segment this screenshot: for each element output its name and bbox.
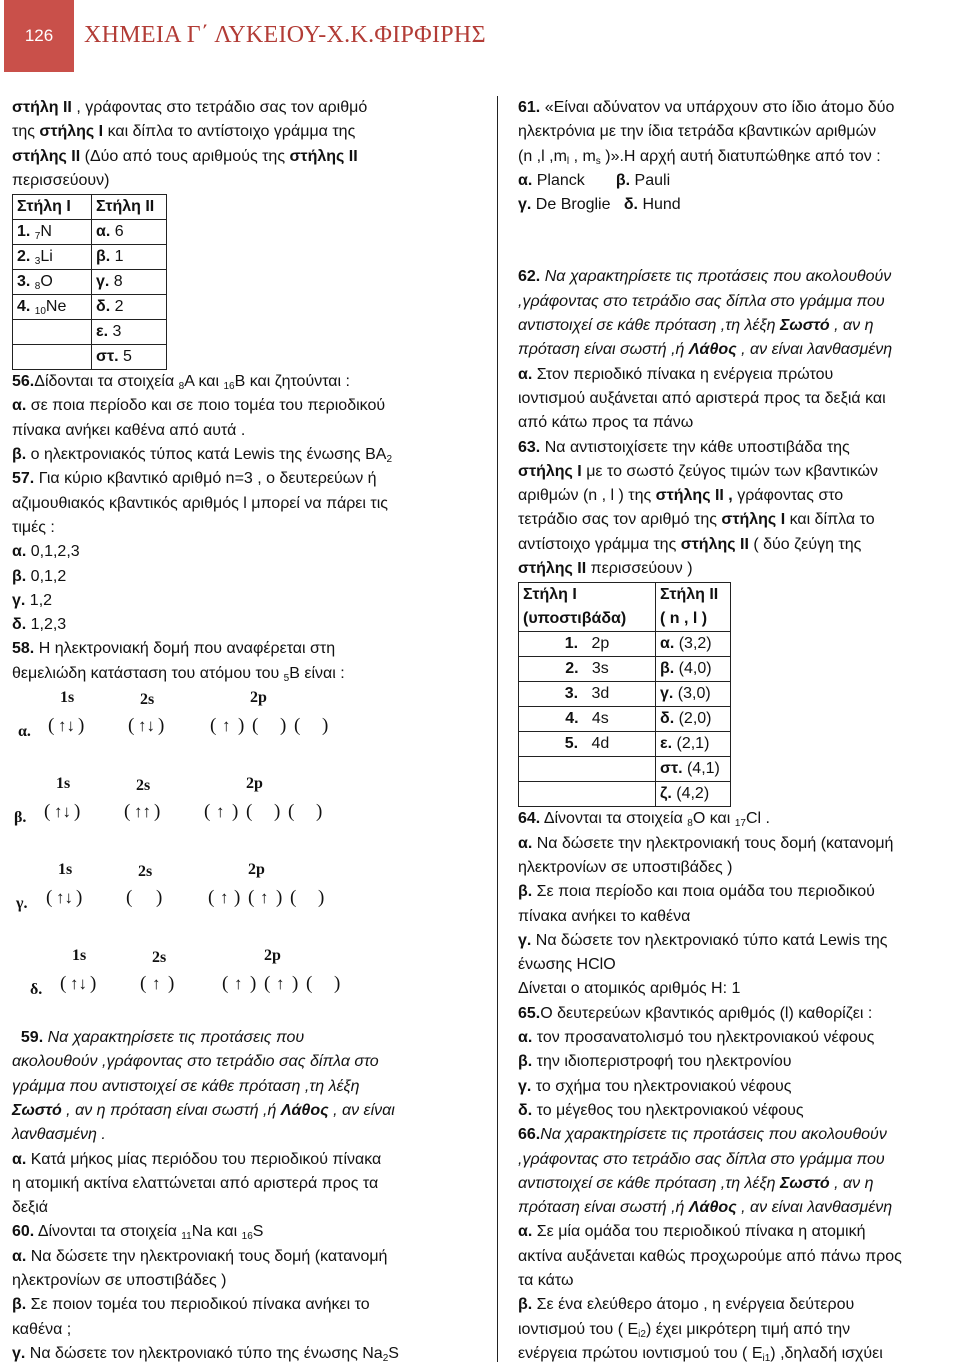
question-65: 65.Ο δευτερεύων κβαντικός αριθμός (l) καθορίζει : α. τον προσανατολισμό του ηλεκτρονιακού νέφους β. την ιδιοπεριστροφή του ηλεκτρονίου γ. το σχήμα του ηλεκτρονιακού νέφους δ. το μέγεθος του ηλεκτρονιακού νέφους xyxy=(518,1004,875,1119)
orbital-option-b: 1s 2s 2p β. ( ↑↓ ) ( ↑↑ ) ( ↑ ) ( ) ( ) xyxy=(14,775,324,827)
right-column xyxy=(518,96,958,1366)
matching-table-63: Στήλη Ι (υποστιβάδα) Στήλη ΙΙ ( n , l ) 1. 2p α. (3,2) 2. 3s β. (4,0) 3. 3d γ. (3,0) 4. 4s δ. (2,0) 5. 4d ε. (2,1) στ. (4,1) ζ. (4,2) xyxy=(518,582,731,807)
question-60: 60. Δίνονται τα στοιχεία $_{11}$Na και $_{16}$S α. Να δώσετε την ηλεκτρονιακή τους δομή (κατανομή ηλεκτρονίων σε υποστιβάδες ) β. Σε ποιον τομέα του περιοδικού πίνακα ανήκει το καθένα ; γ. Να δώσετε τον ηλεκτρονιακό τύπο της ένωσης $Na_2S$ xyxy=(12,1223,399,1364)
table-row: 2. $_3$Li β. 1 xyxy=(13,245,167,270)
question-57: 57. Για κύριο κβαντικό αριθμό n=3 , ο δευτερεύων ή αζιμουθιακός κβαντικός αριθμός l μπορεί να πάρει τις τιμές : α. 0,1,2,3 β. 0,1,2 γ. 1,2 δ. 1,2,3 xyxy=(12,470,389,634)
table-row: στ. (4,1) xyxy=(519,757,731,782)
table-row: 2. 3s β. (4,0) xyxy=(519,657,731,682)
table-row: 4. $_{10}$Ne δ. 2 xyxy=(13,295,167,320)
page-number: 126 xyxy=(4,0,74,72)
column-divider xyxy=(497,96,498,1362)
question-58: 58. Η ηλεκτρονιακή δομή που αναφέρεται στη θεμελιώδη κατάσταση του ατόμου του $_5$B είναι : xyxy=(12,640,345,684)
question-61: 61. «Είναι αδύνατον να υπάρχουν στο ίδιο άτομο δύο ηλεκτρόνια με την ίδια τετράδα κβαντικών αριθμών (n ,l $,m_l$ , $m_s$ )».Η αρχή αυτή διατυπώθηκε από τον : α. Planck β. Pauli γ. De Broglie δ. Hund xyxy=(518,99,895,214)
table-row: 3. $_8$O γ. 8 xyxy=(13,270,167,295)
table-row: 5. 4d ε. (2,1) xyxy=(519,732,731,757)
matching-table-55: Στήλη Ι Στήλη ΙΙ 1. $_7$N α. 6 2. $_3$Li β. 1 3. $_8$O γ. 8 4. $_{10}$Ne δ. 2 ε. 3 στ. 5 xyxy=(12,194,167,370)
left-column xyxy=(12,96,488,1366)
question-64: 64. Δίνονται τα στοιχεία $_8$O και $_{17}$Cl . α. Να δώσετε την ηλεκτρονιακή τους δομή (κατανομή ηλεκτρονίων σε υποστιβάδες ) β. Σε ποια περίοδο και ποια ομάδα του περιοδικού πίνακα ανήκει το καθένα γ. Να δώσετε τον ηλεκτρονιακό τύπο κατά Lewis της ένωσης HClO Δίνεται ο ατομικός αριθμός H: 1 xyxy=(518,810,894,998)
question-59: 59. Να χαρακτηρίσετε τις προτάσεις που ακολουθούν ,γράφοντας στο τετράδιο σας δίπλα στο γράμμα που αντιστοιχεί σε κάθε πρόταση ,τη λέξη Σωστό , αν η πρόταση είναι σωστή ,ή Λάθος , αν είναι λανθασμένη . α. Κατά μήκος μίας περιόδου του περιοδικού πίνακα η ατομική ακτίνα ελαττώνεται από αριστερά προς τα δεξιά xyxy=(12,1029,395,1217)
table-row: ε. 3 xyxy=(13,320,167,345)
table-row: 1. $_7$N α. 6 xyxy=(13,220,167,245)
orbital-option-a: 1s 2s 2p α. ( ↑↓ ) ( ↑↓ ) ( ↑ ) ( ) ( ) xyxy=(18,689,330,741)
question-62: 62. Να χαρακτηρίσετε τις προτάσεις που ακολουθούν ,γράφοντας στο τετράδιο σας δίπλα στο γράμμα που αντιστοιχεί σε κάθε πρόταση ,τη λέξη Σωστό , αν η πρόταση είναι σωστή ,ή Λάθος , αν είναι λανθασμένη α. Στον περιοδικό πίνακα η ενέργεια πρώτου ιοντισμού αυξάνεται από αριστερά προς τα δεξιά και από κάτω προς τα πάνω xyxy=(518,268,893,432)
intro-text: στήλη ΙΙ , γράφοντας στο τετράδιο σας τον αριθμό της στήλης Ι και δίπλα το αντίστοιχο γράμμα της στήλης ΙΙ (Δύο από τους αριθμούς της στήλης ΙΙ περισσεύουν) xyxy=(12,99,368,189)
orbital-option-c: 1s 2s 2p γ. ( ↑↓ ) ( ) ( ↑ ) ( ↑ ) ( ) xyxy=(16,861,326,913)
question-56: 56.Δίδονται τα στοιχεία $_8$A και $_{16}$B και ζητούνται : α. σε ποια περίοδο και σε ποιο τομέα του περιοδικού πίνακα ανήκει καθένα από αυτά . β. ο ηλεκτρονιακός τύπος κατά Lewis της ένωσης $BA_2$ xyxy=(12,373,392,466)
question-63: 63. Να αντιστοιχίσετε την κάθε υποστιβάδα της στήλης Ι με το σωστό ζεύγος τιμών των κβαντικών αριθμών (n , l ) της στήλης ΙΙ , γράφοντας στο τετράδιο σας τον αριθμό της στήλης Ι και δίπλα το αντίστοιχο γράμμα της στήλης ΙΙ ( δύο ζεύγη της στήλης ΙΙ περισσεύουν ) xyxy=(518,438,879,578)
page-title: ΧΗΜΕΙΑ Γ΄ ΛΥΚΕΙΟΥ-Χ.Κ.ΦΙΡΦΙΡΗΣ xyxy=(84,22,486,48)
table-row: ζ. (4,2) xyxy=(519,782,731,807)
table-row: 3. 3d γ. (3,0) xyxy=(519,682,731,707)
table-row: 4. 4s δ. (2,0) xyxy=(519,707,731,732)
orbital-option-d: 1s 2s 2p δ. ( ↑↓ ) ( ↑ ) ( ↑ ) ( ↑ ) ( ) xyxy=(30,947,342,999)
table-row: στ. 5 xyxy=(13,345,167,370)
table-row: 1. 2p α. (3,2) xyxy=(519,632,731,657)
question-66: 66.Να χαρακτηρίσετε τις προτάσεις που ακολουθούν ,γράφοντας στο τετράδιο σας δίπλα στο γράμμα που αντιστοιχεί σε κάθε πρόταση ,τη λέξη Σωστό , αν η πρόταση είναι σωστή ,ή Λάθος , αν είναι λανθασμένη α. Σε μία ομάδα του περιοδικού πίνακα η ατομική ακτίνα αυξάνεται καθώς προχωρούμε από πάνω προς τα κάτω β. Σε ένα ελεύθερο άτομο , η ενέργεια δεύτερου ιοντισμού του ( $E_{i2}$) έχει μικρότερη τιμή από την ενέργεια πρώτου ιοντισμού του ( $E_{i1}$) ,δηλαδή ισχύει xyxy=(518,1126,902,1364)
